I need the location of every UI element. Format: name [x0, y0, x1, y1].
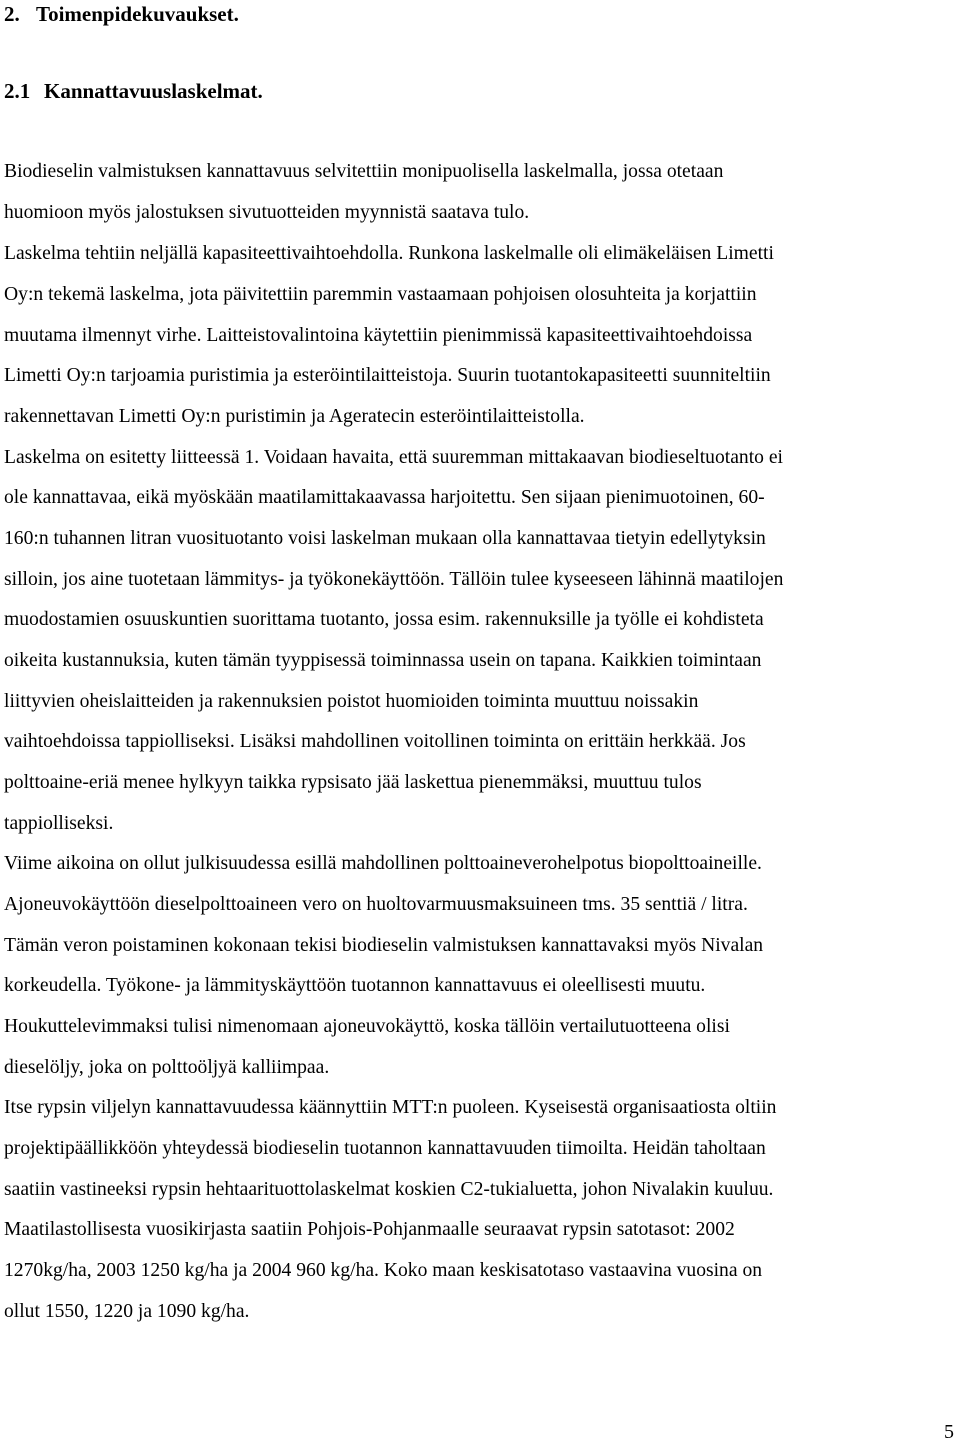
body-line: muutama ilmennyt virhe. Laitteistovalintoina käytettiin pienimmissä kapasiteettivaihtoehdoissa	[4, 325, 753, 346]
body-line: silloin, jos aine tuotetaan lämmitys- ja työkonekäyttöön. Tällöin tulee kyseeseen lähinnä maatilojen	[4, 569, 784, 590]
body-line: ole kannattavaa, eikä myöskään maatilamittakaavassa harjoitettu. Sen sijaan pienimuotoinen, 60-	[4, 487, 765, 508]
body-line: saatiin vastineeksi rypsin hehtaarituottolaskelmat koskien C2-tukialuetta, johon Nivalakin kuuluu.	[4, 1179, 774, 1200]
body-line: Laskelma on esitetty liitteessä 1. Voidaan havaita, että suuremman mittakaavan biodieseltuotanto ei	[4, 447, 783, 468]
body-line: polttoaine-eriä menee hylkyyn taikka rypsisato jää laskettua pienemmäksi, muuttuu tulos	[4, 772, 702, 793]
body-line: rakennettavan Limetti Oy:n puristimin ja Ageratecin esteröintilaitteistolla.	[4, 406, 585, 427]
section-title: Toimenpidekuvaukset.	[36, 2, 239, 26]
body-line: liittyvien oheislaitteiden ja rakennuksien poistot huomioiden toiminta muuttuu noissakin	[4, 691, 699, 712]
body-line: Oy:n tekemä laskelma, jota päivitettiin paremmin vastaamaan pohjoisen olosuhteita ja korjattiin	[4, 284, 757, 305]
body-line: Limetti Oy:n tarjoamia puristimia ja esteröintilaitteistoja. Suurin tuotantokapasiteetti suunniteltiin	[4, 365, 771, 386]
body-line: Houkuttelevimmaksi tulisi nimenomaan ajoneuvokäyttö, koska tällöin vertailutuotteena olisi	[4, 1016, 730, 1037]
body-line: Tämän veron poistaminen kokonaan tekisi biodieselin valmistuksen kannattavaksi myös Nivalan	[4, 935, 764, 956]
subsection-heading	[4, 79, 263, 103]
section-heading	[4, 2, 239, 26]
subsection-number: 2.1	[4, 79, 31, 103]
body-line: Ajoneuvokäyttöön dieselpolttoaineen vero on huoltovarmuusmaksuineen tms. 35 senttiä / litra.	[4, 894, 748, 915]
subsection-title: Kannattavuuslaskelmat.	[44, 79, 263, 103]
body-line: Maatilastollisesta vuosikirjasta saatiin Pohjois-Pohjanmaalle seuraavat rypsin satotasot: 2002	[4, 1219, 735, 1240]
body-line: Laskelma tehtiin neljällä kapasiteettivaihtoehdolla. Runkona laskelmalle oli elimäkeläisen Limetti	[4, 243, 774, 264]
body-line: 1270kg/ha, 2003 1250 kg/ha ja 2004 960 kg/ha. Koko maan keskisatotaso vastaavina vuosina on	[4, 1260, 763, 1281]
body-line: Viime aikoina on ollut julkisuudessa esillä mahdollinen polttoaineverohelpotus biopolttoaineille.	[4, 853, 762, 874]
body-line: projektipäällikköön yhteydessä biodieselin tuotannon kannattavuuden tiimoilta. Heidän taholtaan	[4, 1138, 766, 1159]
body-line: tappiolliseksi.	[4, 813, 114, 834]
body-line: Biodieselin valmistuksen kannattavuus selvitettiin monipuolisella laskelmalla, jossa otetaan	[4, 161, 724, 182]
body-line: ollut 1550, 1220 ja 1090 kg/ha.	[4, 1301, 250, 1322]
body-line: vaihtoehdoissa tappiolliseksi. Lisäksi mahdollinen voitollinen toiminta on erittäin herkkää. Jos	[4, 731, 746, 752]
body-line: 160:n tuhannen litran vuosituotanto voisi laskelman mukaan olla kannattavaa tietyin edellytyksin	[4, 528, 766, 549]
page-number: 5	[944, 1421, 954, 1443]
body-line: muodostamien osuuskuntien suorittama tuotanto, jossa esim. rakennuksille ja työlle ei kohdisteta	[4, 609, 764, 630]
body-line: Itse rypsin viljelyn kannattavuudessa käännyttiin MTT:n puoleen. Kyseisestä organisaatiosta oltiin	[4, 1097, 777, 1118]
body-line: oikeita kustannuksia, kuten tämän tyyppisessä toiminnassa usein on tapana. Kaikkien toimintaan	[4, 650, 762, 671]
body-line: huomioon myös jalostuksen sivutuotteiden myynnistä saatava tulo.	[4, 202, 530, 223]
section-number: 2.	[4, 2, 20, 26]
body-line: korkeudella. Työkone- ja lämmityskäyttöön tuotannon kannattavuus ei oleellisesti muutu.	[4, 975, 706, 996]
body-line: dieselöljy, joka on polttoöljyä kalliimpaa.	[4, 1057, 330, 1078]
